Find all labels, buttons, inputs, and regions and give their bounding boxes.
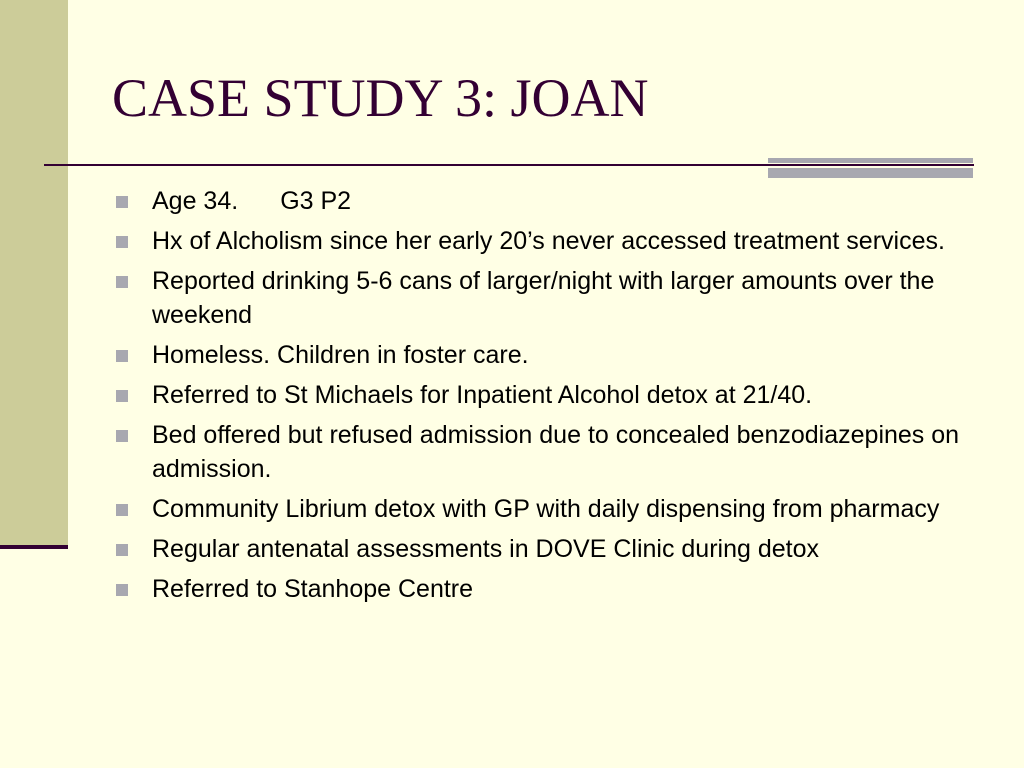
square-bullet-icon	[116, 390, 128, 402]
square-bullet-icon	[116, 430, 128, 442]
slide-title: CASE STUDY 3: JOAN	[112, 68, 649, 128]
left-band-rule	[0, 545, 68, 549]
square-bullet-icon	[116, 350, 128, 362]
bullet-item-antenatal	[112, 532, 972, 566]
bullet-text: Referred to Stanhope Centre	[152, 575, 474, 603]
bullet-item-homeless	[112, 338, 972, 372]
square-bullet-icon	[116, 236, 128, 248]
bullet-item-refused	[112, 418, 972, 486]
square-bullet-icon	[116, 544, 128, 556]
bullet-text-secondary: G3 P2	[280, 187, 352, 215]
square-bullet-icon	[116, 504, 128, 516]
bullet-item-stanhope	[112, 572, 972, 606]
bullet-item-referral	[112, 378, 972, 412]
bullet-text: Referred to St Michaels for Inpatient Alcohol detox at 21/40.	[152, 381, 813, 409]
bullet-text: Regular antenatal assessments in DOVE Clinic during detox	[152, 535, 820, 563]
square-bullet-icon	[116, 196, 128, 208]
bullet-list	[112, 184, 972, 612]
bullet-item-age	[112, 184, 972, 218]
bullet-item-community-detox	[112, 492, 972, 526]
bullet-text: Age 34.	[152, 187, 239, 215]
bullet-text: Homeless. Children in foster care.	[152, 341, 529, 369]
bullet-text: Hx of Alcholism since her early 20’s never accessed treatment services.	[152, 227, 945, 255]
title-divider	[44, 164, 974, 166]
accent-bar-bottom	[768, 168, 973, 178]
bullet-text: Reported drinking 5-6 cans of larger/night with larger amounts over the weekend	[152, 267, 935, 329]
accent-bar-top	[768, 158, 973, 163]
left-decorative-band	[0, 0, 68, 545]
bullet-item-drinking	[112, 264, 972, 332]
bullet-text: Community Librium detox with GP with daily dispensing from pharmacy	[152, 495, 940, 523]
bullet-text: Bed offered but refused admission due to concealed benzodiazepines on admission.	[152, 421, 960, 483]
square-bullet-icon	[116, 584, 128, 596]
square-bullet-icon	[116, 276, 128, 288]
bullet-item-history	[112, 224, 972, 258]
